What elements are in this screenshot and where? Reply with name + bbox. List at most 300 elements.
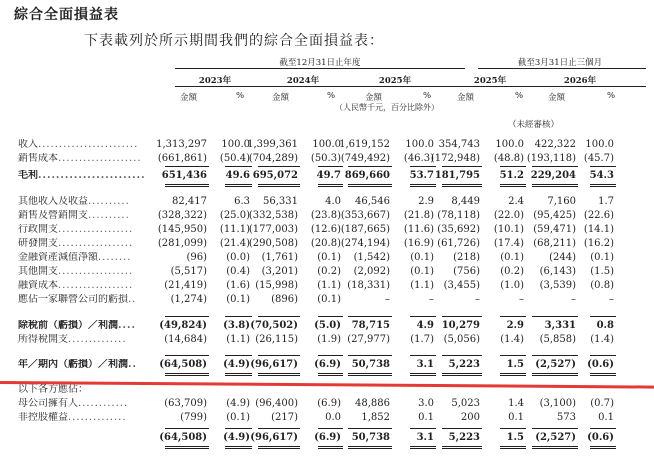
subtotal-rule bbox=[442, 428, 482, 429]
amount-cell: (218) bbox=[453, 252, 480, 263]
percent-cell: 6.3 bbox=[234, 196, 250, 207]
total-double-rule bbox=[532, 446, 578, 447]
row-label-text: 融資成本 bbox=[18, 280, 58, 291]
percent-cell: 0.8 bbox=[596, 320, 614, 331]
percent-cell: (1.5) bbox=[590, 266, 614, 277]
row-label bbox=[18, 210, 170, 222]
total-double-rule bbox=[410, 186, 436, 187]
col-amount-4: 金額 bbox=[457, 93, 475, 103]
percent-cell: 49.7 bbox=[316, 170, 341, 181]
table-row bbox=[0, 196, 654, 208]
percent-cell: (6.9) bbox=[314, 359, 341, 370]
row-label-text: 其他開支 bbox=[18, 266, 58, 277]
subtotal-rule bbox=[348, 428, 392, 429]
subtotal-rule bbox=[318, 355, 343, 356]
amount-cell: (3,539) bbox=[539, 280, 576, 291]
header-period-quarter: 截至3月31日止三個月 bbox=[517, 58, 603, 68]
row-label bbox=[18, 294, 170, 306]
total-double-rule bbox=[225, 375, 252, 376]
leader-dots: .. bbox=[128, 294, 137, 305]
percent-cell: 0.0 bbox=[325, 412, 341, 423]
percent-cell: (17.4) bbox=[493, 238, 524, 249]
total-double-rule bbox=[318, 373, 343, 374]
percent-cell: 53.7 bbox=[409, 170, 434, 181]
percent-cell: 0.1 bbox=[418, 412, 434, 423]
total-double-rule bbox=[500, 184, 526, 185]
percent-cell: (0.1) bbox=[226, 412, 250, 423]
percent-cell: 54.3 bbox=[589, 170, 614, 181]
amount-cell: (2,527) bbox=[535, 432, 576, 443]
subtotal-rule bbox=[500, 166, 526, 167]
subtotal-rule bbox=[258, 355, 300, 356]
percent-cell: (4.9) bbox=[223, 359, 250, 370]
amount-cell: (5,056) bbox=[443, 334, 480, 345]
table-row bbox=[0, 210, 654, 222]
row-label-text: 母公司擁有人 bbox=[18, 398, 78, 409]
amount-cell: 5,223 bbox=[448, 359, 480, 370]
leader-dots: .... bbox=[118, 320, 136, 331]
percent-cell: (1.1) bbox=[226, 334, 250, 345]
header-year-2023: 2023年 bbox=[198, 76, 232, 86]
subtotal-rule bbox=[410, 166, 436, 167]
percent-cell: (0.6) bbox=[587, 432, 614, 443]
percent-cell: (50.4) bbox=[219, 153, 250, 164]
amount-cell: 5,023 bbox=[451, 398, 480, 409]
row-label bbox=[18, 334, 170, 346]
amount-cell: (187,665) bbox=[340, 224, 390, 235]
total-double-rule bbox=[225, 186, 252, 187]
row-label bbox=[18, 224, 170, 236]
subtotal-rule bbox=[500, 316, 526, 317]
total-double-rule bbox=[500, 448, 526, 449]
percent-cell: (0.1) bbox=[226, 294, 250, 305]
subtotal-rule bbox=[532, 428, 578, 429]
percent-cell: (0.1) bbox=[317, 252, 341, 263]
row-label bbox=[18, 398, 170, 410]
leader-dots: .......... bbox=[88, 196, 130, 207]
attributable-row bbox=[0, 432, 654, 444]
row-label bbox=[18, 196, 170, 208]
table-row bbox=[0, 266, 654, 278]
amount-cell: (217) bbox=[271, 412, 298, 423]
header-q-2026: 2026年 bbox=[563, 76, 597, 86]
total-double-rule bbox=[258, 446, 300, 447]
amount-cell: 354,743 bbox=[438, 139, 480, 150]
amount-cell: (49,824) bbox=[159, 320, 207, 331]
percent-cell: (21.8) bbox=[403, 210, 434, 221]
amount-cell: 50,738 bbox=[351, 359, 390, 370]
table-row bbox=[0, 359, 654, 371]
percent-cell: (11.1) bbox=[219, 224, 250, 235]
percent-cell: (4.9) bbox=[226, 398, 250, 409]
row-label bbox=[18, 412, 170, 424]
percent-cell: (0.1) bbox=[590, 252, 614, 263]
percent-cell: 49.6 bbox=[225, 170, 250, 181]
leader-dots: .................. bbox=[58, 238, 134, 249]
row-label-text: 其他收入及收益 bbox=[18, 196, 88, 207]
amount-cell: (332,538) bbox=[248, 210, 298, 221]
amount-cell: (3,201) bbox=[261, 266, 298, 277]
header-rule-quarter bbox=[478, 68, 646, 69]
subtotal-rule bbox=[590, 316, 616, 317]
header-rule-year bbox=[175, 68, 465, 69]
percent-cell: 1.7 bbox=[598, 196, 614, 207]
percent-cell: (10.1) bbox=[493, 224, 524, 235]
row-label bbox=[18, 359, 170, 371]
row-label bbox=[18, 252, 170, 264]
table-row bbox=[0, 224, 654, 236]
total-double-rule bbox=[165, 373, 209, 374]
row-label-text: 除稅前（虧損）／利潤 bbox=[18, 320, 118, 331]
total-double-rule bbox=[165, 184, 209, 185]
amount-cell: (2,092) bbox=[353, 266, 390, 277]
percent-cell: (0.1) bbox=[410, 266, 434, 277]
leader-dots: .. bbox=[128, 359, 137, 370]
total-double-rule bbox=[500, 186, 526, 187]
table-row bbox=[0, 238, 654, 250]
total-double-rule bbox=[165, 375, 209, 376]
amount-cell: (3,100) bbox=[539, 398, 576, 409]
subtotal-rule bbox=[590, 428, 616, 429]
percent-cell: 51.2 bbox=[499, 170, 524, 181]
col-amount-1: 金額 bbox=[180, 93, 198, 103]
amount-cell: – bbox=[571, 294, 576, 305]
percent-cell: (1.1) bbox=[317, 280, 341, 291]
total-double-rule bbox=[348, 446, 392, 447]
amount-cell: (6,143) bbox=[539, 266, 576, 277]
total-double-rule bbox=[258, 375, 300, 376]
percent-cell: (6.9) bbox=[317, 398, 341, 409]
amount-cell: (95,425) bbox=[533, 210, 576, 221]
amount-cell: (145,950) bbox=[157, 224, 207, 235]
row-label bbox=[18, 280, 170, 292]
amount-cell: 573 bbox=[556, 412, 576, 423]
leader-dots: ............ bbox=[78, 398, 129, 409]
percent-cell: (1.1) bbox=[410, 280, 434, 291]
row-label bbox=[18, 238, 170, 250]
amount-cell: 1,399,361 bbox=[247, 139, 298, 150]
subtotal-rule bbox=[165, 316, 209, 317]
leader-dots: .................. bbox=[58, 266, 134, 277]
amount-cell: (70,502) bbox=[250, 320, 298, 331]
percent-cell: (0.6) bbox=[587, 359, 614, 370]
total-double-rule bbox=[532, 184, 578, 185]
subtotal-rule bbox=[410, 355, 436, 356]
col-amount-2: 金額 bbox=[272, 93, 290, 103]
subtotal-rule bbox=[442, 166, 482, 167]
subtotal-rule bbox=[442, 355, 482, 356]
unit-note: （人民幣千元，百分比除外） bbox=[335, 103, 439, 112]
percent-cell: (0.1) bbox=[500, 252, 524, 263]
amount-cell: 46,546 bbox=[355, 196, 390, 207]
subtotal-rule bbox=[225, 166, 252, 167]
percent-cell: (22.0) bbox=[493, 210, 524, 221]
total-double-rule bbox=[590, 186, 616, 187]
total-double-rule bbox=[532, 375, 578, 376]
header-year-2025: 2025年 bbox=[378, 76, 412, 86]
subtotal-rule bbox=[318, 166, 343, 167]
amount-cell: (27,977) bbox=[347, 334, 390, 345]
amount-cell: (328,322) bbox=[157, 210, 207, 221]
amount-cell: 651,436 bbox=[161, 170, 207, 181]
subtotal-rule bbox=[348, 166, 392, 167]
row-label bbox=[18, 320, 170, 332]
amount-cell: (96,617) bbox=[250, 359, 298, 370]
total-double-rule bbox=[348, 375, 392, 376]
percent-cell: (25.0) bbox=[219, 210, 250, 221]
subtotal-rule bbox=[500, 355, 526, 356]
percent-cell: 100.0 bbox=[405, 139, 434, 150]
percent-cell: (21.4) bbox=[219, 238, 250, 249]
percent-cell: – bbox=[429, 294, 434, 305]
amount-cell: 229,204 bbox=[530, 170, 576, 181]
percent-cell: (22.6) bbox=[583, 210, 614, 221]
percent-cell: (0.2) bbox=[317, 266, 341, 277]
total-double-rule bbox=[532, 373, 578, 374]
unaudited-note: （未經審核） bbox=[508, 120, 560, 130]
subtotal-rule bbox=[258, 428, 300, 429]
percent-cell: 2.9 bbox=[418, 196, 434, 207]
percent-cell: – bbox=[609, 294, 614, 305]
amount-cell: (68,211) bbox=[533, 238, 576, 249]
total-double-rule bbox=[442, 373, 482, 374]
total-double-rule bbox=[410, 448, 436, 449]
amount-cell: (78,118) bbox=[437, 210, 480, 221]
amount-cell: (96,400) bbox=[255, 398, 298, 409]
percent-cell: 100.0 bbox=[312, 139, 341, 150]
amount-cell: (35,692) bbox=[437, 224, 480, 235]
table-row bbox=[0, 294, 654, 306]
subtotal-rule bbox=[225, 355, 252, 356]
subtotal-rule bbox=[532, 355, 578, 356]
subtotal-rule bbox=[348, 355, 392, 356]
subtotal-rule bbox=[165, 428, 209, 429]
percent-cell: (12.6) bbox=[310, 224, 341, 235]
amount-cell: (193,118) bbox=[526, 153, 576, 164]
amount-cell: 82,417 bbox=[172, 196, 207, 207]
total-double-rule bbox=[590, 448, 616, 449]
percent-cell: (23.8) bbox=[310, 210, 341, 221]
row-label bbox=[18, 266, 170, 278]
total-double-rule bbox=[410, 375, 436, 376]
total-double-rule bbox=[442, 184, 482, 185]
subtotal-rule bbox=[348, 316, 392, 317]
attributable-row bbox=[0, 398, 654, 410]
total-double-rule bbox=[225, 373, 252, 374]
total-double-rule bbox=[225, 184, 252, 185]
amount-cell: (1,542) bbox=[353, 252, 390, 263]
percent-cell: (14.1) bbox=[583, 224, 614, 235]
total-double-rule bbox=[348, 448, 392, 449]
row-label bbox=[18, 170, 170, 182]
col-amount-5: 金額 bbox=[548, 93, 566, 103]
row-label-text: 應佔一家聯營公司的虧損 bbox=[18, 294, 128, 305]
col-pct-4: % bbox=[515, 91, 524, 101]
table-row bbox=[0, 252, 654, 264]
amount-cell: (1,274) bbox=[170, 294, 207, 305]
amount-cell: (96) bbox=[186, 252, 207, 263]
leader-dots: ........ bbox=[98, 252, 132, 263]
total-double-rule bbox=[318, 375, 343, 376]
total-double-rule bbox=[348, 186, 392, 187]
amount-cell: (64,508) bbox=[159, 359, 207, 370]
subtotal-rule bbox=[500, 428, 526, 429]
amount-cell: 1,852 bbox=[361, 412, 390, 423]
amount-cell: (14,684) bbox=[164, 334, 207, 345]
amount-cell: 3,331 bbox=[544, 320, 576, 331]
table-row bbox=[0, 320, 654, 332]
amount-cell: (172,948) bbox=[430, 153, 480, 164]
total-double-rule bbox=[532, 448, 578, 449]
total-double-rule bbox=[318, 446, 343, 447]
amount-cell: 78,715 bbox=[351, 320, 390, 331]
subtotal-rule bbox=[165, 355, 209, 356]
table-row bbox=[0, 334, 654, 346]
total-double-rule bbox=[258, 448, 300, 449]
total-double-rule bbox=[318, 186, 343, 187]
leader-dots: ........................ bbox=[38, 139, 139, 150]
amount-cell: (15,998) bbox=[255, 280, 298, 291]
percent-cell: 2.4 bbox=[508, 196, 524, 207]
total-double-rule bbox=[348, 373, 392, 374]
percent-cell: (46.3) bbox=[403, 153, 434, 164]
total-double-rule bbox=[442, 448, 482, 449]
col-pct-5: % bbox=[607, 91, 616, 101]
total-double-rule bbox=[165, 186, 209, 187]
table-row bbox=[0, 170, 654, 182]
amount-cell: (244) bbox=[549, 252, 576, 263]
amount-cell: (61,726) bbox=[437, 238, 480, 249]
percent-cell: (1.7) bbox=[410, 334, 434, 345]
subtotal-rule bbox=[590, 166, 616, 167]
amount-cell: 422,322 bbox=[534, 139, 576, 150]
row-label-text: 銷售及營銷開支 bbox=[18, 210, 88, 221]
percent-cell: 100.0 bbox=[585, 139, 614, 150]
row-label bbox=[18, 153, 170, 165]
percent-cell: (50.3) bbox=[310, 153, 341, 164]
amount-cell: 695,072 bbox=[252, 170, 298, 181]
amount-cell: (64,508) bbox=[159, 432, 207, 443]
subtotal-rule bbox=[318, 316, 343, 317]
header-rule-cols bbox=[175, 86, 646, 87]
subtotal-rule bbox=[318, 428, 343, 429]
percent-cell: (6.9) bbox=[314, 432, 341, 443]
header-period-year: 截至12月31日止年度 bbox=[279, 58, 361, 68]
header-year-2024: 2024年 bbox=[286, 76, 320, 86]
percent-cell: 1.5 bbox=[506, 432, 524, 443]
total-double-rule bbox=[410, 446, 436, 447]
total-double-rule bbox=[442, 446, 482, 447]
percent-cell: (48.8) bbox=[493, 153, 524, 164]
percent-cell: (45.7) bbox=[583, 153, 614, 164]
percent-cell: (0.0) bbox=[226, 252, 250, 263]
total-double-rule bbox=[590, 373, 616, 374]
amount-cell: 869,660 bbox=[344, 170, 390, 181]
amount-cell: 8,449 bbox=[451, 196, 480, 207]
subtotal-rule bbox=[410, 428, 436, 429]
intro-text: 下表載列於所示期間我們的綜合全面損益表： bbox=[84, 33, 384, 49]
total-double-rule bbox=[165, 446, 209, 447]
percent-cell: (0.2) bbox=[500, 266, 524, 277]
percent-cell: 4.0 bbox=[325, 196, 341, 207]
percent-cell: (0.1) bbox=[410, 252, 434, 263]
subtotal-rule bbox=[165, 166, 209, 167]
percent-cell: (1.6) bbox=[226, 280, 250, 291]
total-double-rule bbox=[348, 184, 392, 185]
amount-cell: (756) bbox=[453, 266, 480, 277]
amount-cell: (21,419) bbox=[164, 280, 207, 291]
percent-cell: (4.9) bbox=[223, 432, 250, 443]
total-double-rule bbox=[410, 184, 436, 185]
leader-dots: .................. bbox=[58, 224, 134, 235]
percent-cell: 3.1 bbox=[416, 432, 434, 443]
percent-cell: (16.9) bbox=[403, 238, 434, 249]
percent-cell: 1.4 bbox=[508, 398, 524, 409]
amount-cell: (896) bbox=[271, 294, 298, 305]
percent-cell: 1.5 bbox=[506, 359, 524, 370]
percent-cell: (0.1) bbox=[317, 294, 341, 305]
amount-cell: (59,471) bbox=[533, 224, 576, 235]
total-double-rule bbox=[500, 373, 526, 374]
total-double-rule bbox=[500, 446, 526, 447]
percent-cell: 0.1 bbox=[508, 412, 524, 423]
total-double-rule bbox=[165, 448, 209, 449]
percent-cell: – bbox=[519, 294, 524, 305]
total-double-rule bbox=[532, 186, 578, 187]
subtotal-rule bbox=[590, 355, 616, 356]
amount-cell: 200 bbox=[460, 412, 480, 423]
attributable-label: 以下各方應佔： bbox=[18, 384, 88, 395]
percent-cell: (5.0) bbox=[314, 320, 341, 331]
amount-cell: (18,331) bbox=[347, 280, 390, 291]
amount-cell: (274,194) bbox=[340, 238, 390, 249]
amount-cell: (2,527) bbox=[535, 359, 576, 370]
amount-cell: (353,667) bbox=[340, 210, 390, 221]
row-label-text: 收入 bbox=[18, 139, 38, 150]
header-q-2025: 2025年 bbox=[473, 76, 507, 86]
subtotal-rule bbox=[258, 316, 300, 317]
percent-cell: (0.4) bbox=[226, 266, 250, 277]
row-label-text: 年／期內（虧損）／利潤 bbox=[18, 359, 128, 370]
leader-dots: .................. bbox=[58, 280, 134, 291]
total-double-rule bbox=[500, 375, 526, 376]
percent-cell: (0.7) bbox=[590, 398, 614, 409]
table-row bbox=[0, 139, 654, 151]
percent-cell: 100.0 bbox=[495, 139, 524, 150]
total-double-rule bbox=[225, 448, 252, 449]
percent-cell: (0.8) bbox=[590, 280, 614, 291]
table-row bbox=[0, 280, 654, 292]
percent-cell: 3.0 bbox=[418, 398, 434, 409]
percent-cell: (1.9) bbox=[317, 334, 341, 345]
row-label-text: 研發開支 bbox=[18, 238, 58, 249]
percent-cell: (16.2) bbox=[583, 238, 614, 249]
total-double-rule bbox=[590, 446, 616, 447]
row-label-text: 毛利 bbox=[18, 170, 38, 181]
total-double-rule bbox=[258, 184, 300, 185]
total-double-rule bbox=[225, 446, 252, 447]
amount-cell: (1,761) bbox=[261, 252, 298, 263]
percent-cell: (3.8) bbox=[223, 320, 250, 331]
amount-cell: 56,331 bbox=[263, 196, 298, 207]
leader-dots: ........................ bbox=[38, 170, 146, 181]
attributable-row bbox=[0, 412, 654, 424]
amount-cell: 48,886 bbox=[355, 398, 390, 409]
total-double-rule bbox=[318, 448, 343, 449]
percent-cell: (1.4) bbox=[590, 334, 614, 345]
amount-cell: (661,861) bbox=[157, 153, 207, 164]
percent-cell: (1.0) bbox=[500, 280, 524, 291]
